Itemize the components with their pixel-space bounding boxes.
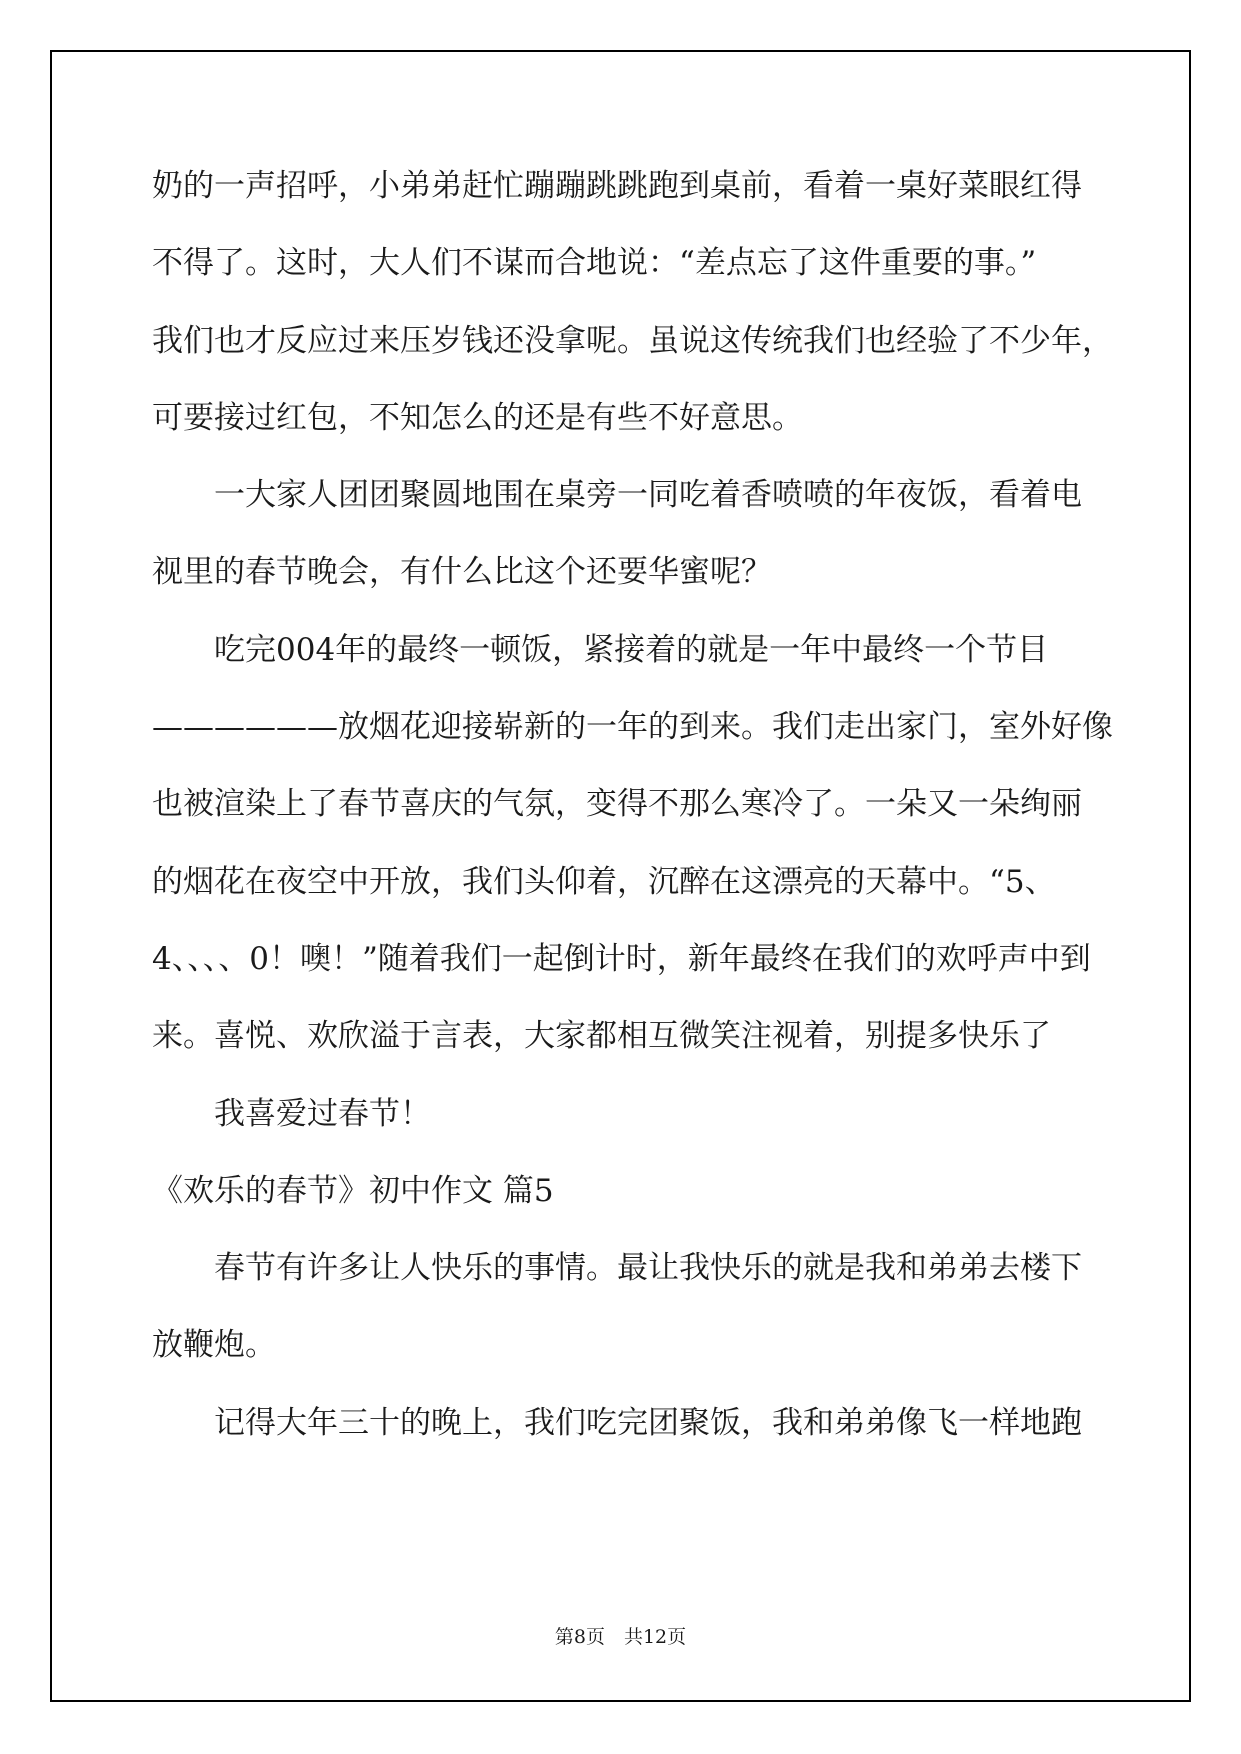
text-line: 奶的一声招呼，小弟弟赶忙蹦蹦跳跳跑到桌前，看着一桌好菜眼红得 <box>152 168 1082 204</box>
text-line: ——————放烟花迎接崭新的一年的到来。我们走出家门，室外好像 <box>152 709 1113 746</box>
text-line: 不得了。这时，大人们不谋而合地说：“差点忘了这件重要的事。” <box>152 245 1037 282</box>
page-number: 第8页 共12页 <box>554 1626 687 1648</box>
document-body <box>152 148 1113 1462</box>
text-line: 4、、、、0！噢！”随着我们一起倒计时，新年最终在我们的欢呼声中到 <box>152 940 1091 977</box>
section-heading: 《欢乐的春节》初中作文 篇5 <box>152 1172 554 1209</box>
text-line: 记得大年三十的晚上，我们吃完团聚饭，我和弟弟像飞一样地跑 <box>152 1404 1082 1441</box>
text-line: 也被渲染上了春节喜庆的气氛，变得不那么寒冷了。一朵又一朵绚丽 <box>152 786 1082 823</box>
text-line: 我喜爱过春节！ <box>152 1095 431 1132</box>
page-footer <box>0 1622 1241 1649</box>
text-line: 春节有许多让人快乐的事情。最让我快乐的就是我和弟弟去楼下 <box>152 1250 1082 1287</box>
text-line: 我们也才反应过来压岁钱还没拿呢。虽说这传统我们也经验了不少年， <box>152 322 1113 359</box>
text-line: 放鞭炮。 <box>152 1327 276 1364</box>
text-line: 一大家人团团聚圆地围在桌旁一同吃着香喷喷的年夜饭，看着电 <box>152 477 1082 514</box>
text-line: 吃完004年的最终一顿饭，紧接着的就是一年中最终一个节目 <box>152 631 1049 668</box>
text-line: 可要接过红包，不知怎么的还是有些不好意思。 <box>152 399 803 436</box>
text-line: 视里的春节晚会，有什么比这个还要华蜜呢？ <box>152 554 772 591</box>
text-line: 的烟花在夜空中开放，我们头仰着，沉醉在这漂亮的天幕中。“5、 <box>152 863 1056 900</box>
text-line: 来。喜悦、欢欣溢于言表，大家都相互微笑注视着，别提多快乐了 <box>152 1018 1051 1055</box>
